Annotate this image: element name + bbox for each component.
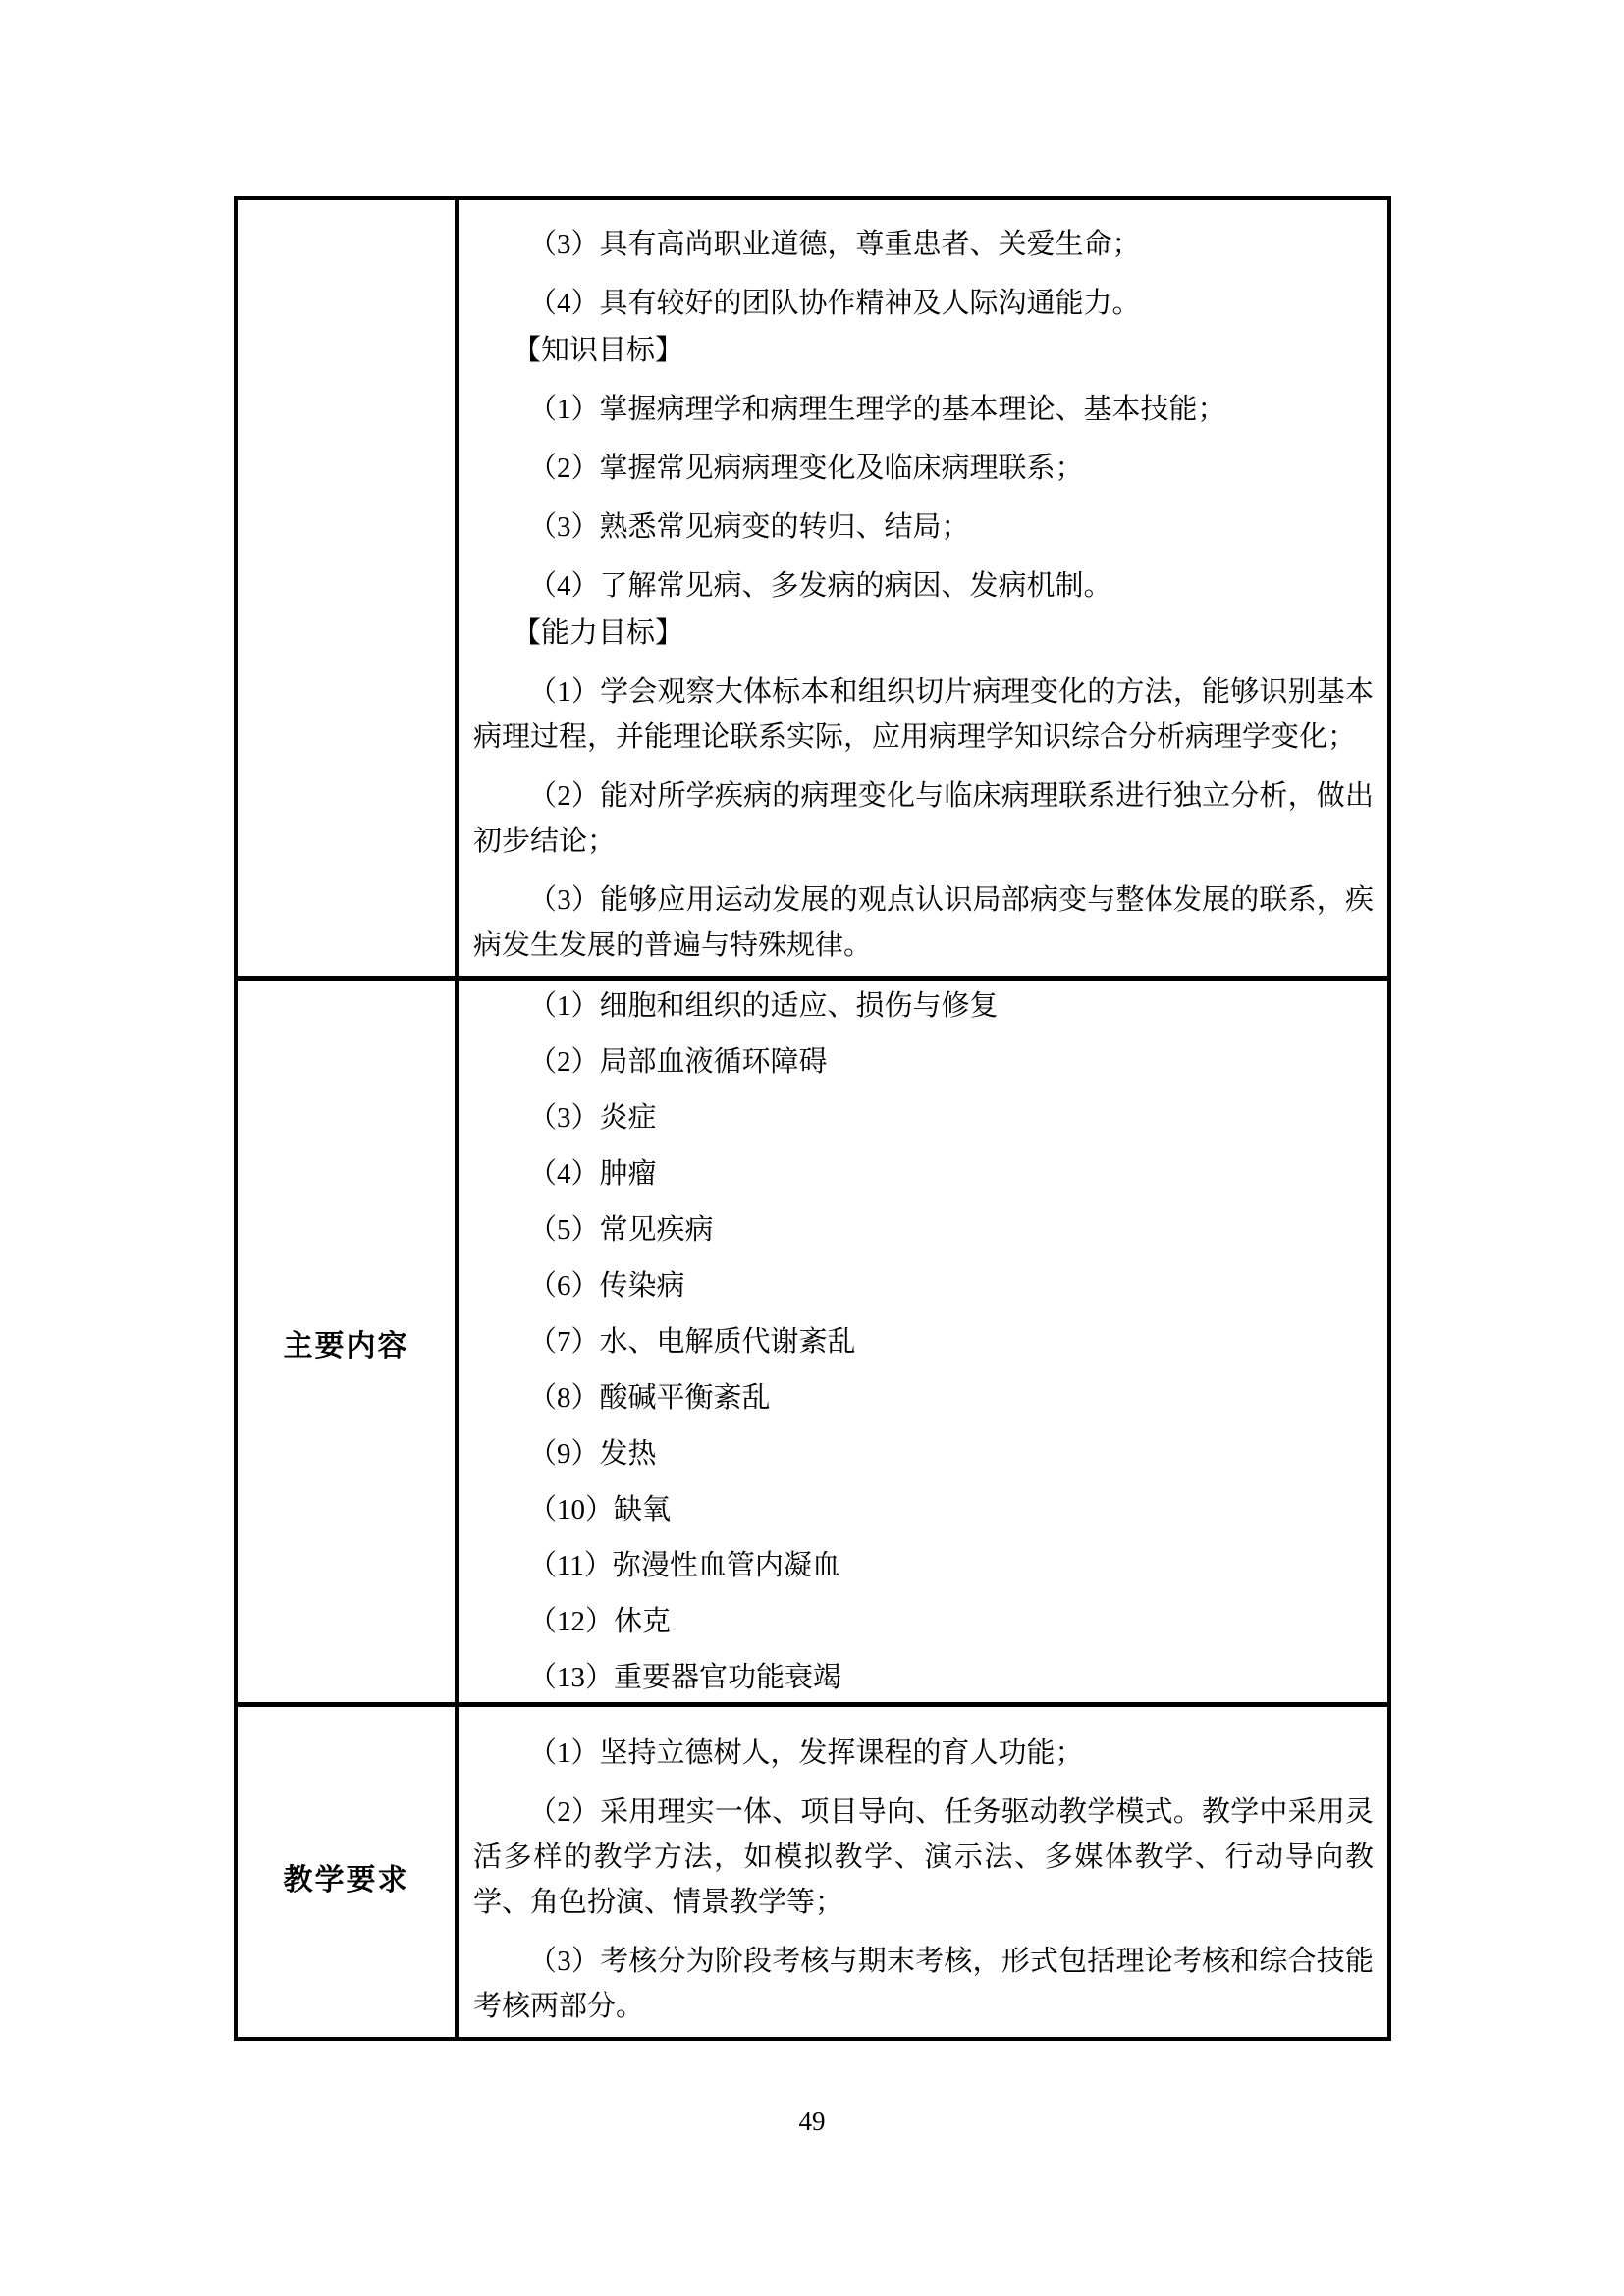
list-item: （11）弥漫性血管内凝血	[528, 1550, 840, 1581]
syllabus-table	[234, 196, 1391, 2041]
list-item: （1）坚持立德树人，发挥课程的育人功能；	[528, 1737, 1084, 1769]
list-item: （8）酸碱平衡紊乱	[528, 1382, 771, 1414]
row1-content-cell	[459, 200, 1387, 981]
row1-label-cell	[238, 200, 459, 981]
page-number: 49	[798, 2107, 826, 2136]
list-item: （3）熟悉常见病变的转归、结局；	[528, 511, 970, 543]
list-item: （13）重要器官功能衰竭	[528, 1662, 842, 1693]
list-item: （7）水、电解质代谢紊乱	[528, 1326, 856, 1358]
row2-content-cell	[459, 981, 1387, 1707]
list-item: （12）休克	[528, 1606, 672, 1637]
list-item: （9）发热	[528, 1438, 657, 1469]
list-item: （4）肿瘤	[528, 1158, 657, 1190]
list-item: （2）掌握常见病病理变化及临床病理联系；	[528, 453, 1084, 484]
section-header: 【知识目标】	[513, 335, 684, 366]
list-item: （4）了解常见病、多发病的病因、发病机制。	[528, 570, 1112, 602]
list-item: （1）掌握病理学和病理生理学的基本理论、基本技能；	[528, 394, 1226, 425]
list-item: （1）细胞和组织的适应、损伤与修复	[528, 990, 999, 1022]
row3-label-cell	[238, 1707, 459, 2037]
list-item: （5）常见疾病	[528, 1214, 714, 1246]
section-header: 【能力目标】	[513, 617, 684, 649]
list-item: （2）能对所学疾病的病理变化与临床病理联系进行独立分析，做出初步结论；	[473, 780, 1374, 857]
teaching-requirements-label: 教学要求	[283, 1864, 409, 1896]
list-item: （6）传染病	[528, 1270, 685, 1302]
list-item: （3）炎症	[528, 1102, 657, 1134]
list-item: （2）采用理实一体、项目导向、任务驱动教学模式。教学中采用灵活多样的教学方法，如模拟教学、演示法、多媒体教学、行动导向教学、角色扮演、情景教学等；	[473, 1796, 1374, 1918]
list-item: （2）局部血液循环障碍	[528, 1046, 828, 1078]
main-content-label: 主要内容	[283, 1330, 409, 1362]
list-item: （3）考核分为阶段考核与期末考核，形式包括理论考核和综合技能考核两部分。	[473, 1946, 1374, 2022]
row2-label-cell	[238, 981, 459, 1707]
list-item: （3）能够应用运动发展的观点认识局部病变与整体发展的联系，疾病发生发展的普遍与特殊规律。	[473, 884, 1374, 961]
list-item: （1）学会观察大体标本和组织切片病理变化的方法，能够识别基本病理过程，并能理论联系实际，应用病理学知识综合分析病理学变化；	[473, 676, 1374, 753]
list-item: （3）具有高尚职业道德，尊重患者、关爱生命；	[528, 229, 1141, 260]
list-item: （4）具有较好的团队协作精神及人际沟通能力。	[528, 288, 1141, 319]
row3-content-cell	[459, 1707, 1387, 2037]
list-item: （10）缺氧	[528, 1494, 672, 1525]
